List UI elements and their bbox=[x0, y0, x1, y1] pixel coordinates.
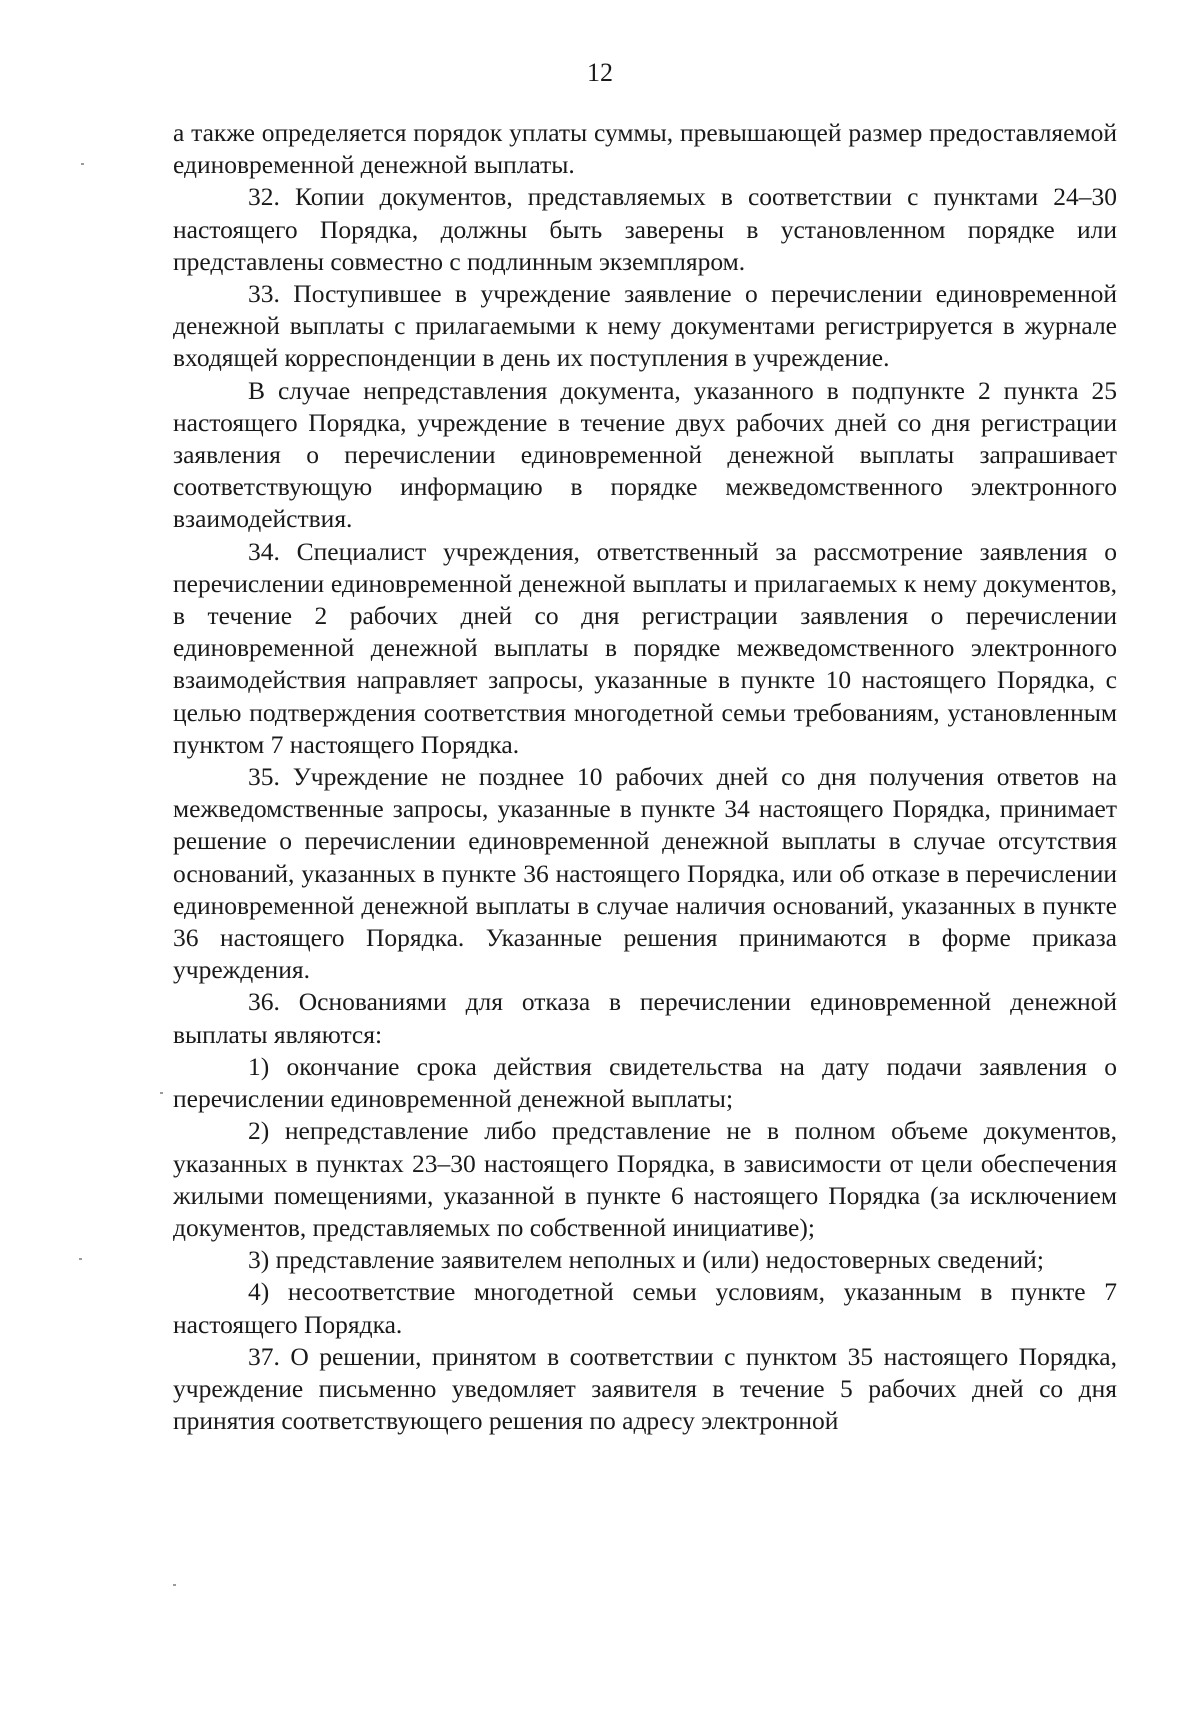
paragraph-35: 35. Учреждение не позднее 10 рабочих дней со дня получения ответов на межведомственные запросы, указанные в пункте 34 настоящего Порядка, принимает решение о перечислении единовременной денежной выплаты в случае отсутствия оснований, указанных в пункте 36 настоящего Порядка, или об отказе в перечислении единовременной денежной выплаты в случае наличия оснований, указанных в пункте 36 настоящего Порядка. Указанные решения принимаются в форме приказа учреждения. bbox=[173, 762, 1117, 985]
scan-speck bbox=[173, 1584, 176, 1586]
scan-speck bbox=[160, 1092, 163, 1094]
scan-speck bbox=[79, 1258, 82, 1260]
paragraph-32: 32. Копии документов, представляемых в соответствии с пунктами 24–30 настоящего Порядка, должны быть заверены в установленном порядке или представлены совместно с подлинным экземпляром. bbox=[173, 182, 1117, 276]
paragraph-continuation: а также определяется порядок уплаты суммы, превышающей размер предоставляемой единовременной денежной выплаты. bbox=[173, 118, 1117, 180]
paragraph-34: 34. Специалист учреждения, ответственный за рассмотрение заявления о перечислении единовременной денежной выплаты и прилагаемых к нему документов, в течение 2 рабочих дней со дня регистрации заявления о перечислении единовременной денежной выплаты в порядке межведомственного электронного взаимодействия направляет запросы, указанные в пункте 10 настоящего Порядка, с целью подтверждения соответствия многодетной семьи требованиям, установленным пунктом 7 настоящего Порядка. bbox=[173, 536, 1117, 759]
document-body bbox=[173, 117, 1117, 1437]
page-number: 12 bbox=[587, 58, 613, 87]
scan-speck bbox=[81, 163, 84, 165]
list-item-36-2: 2) непредставление либо представление не в полном объеме документов, указанных в пунктах 23–30 настоящего Порядка, в зависимости от цели обеспечения жилыми помещениями, указанной в пункте 6 настоящего Порядка (за исключением документов, представляемых по собственной инициативе); bbox=[173, 1116, 1117, 1242]
paragraph-33: 33. Поступившее в учреждение заявление о перечислении единовременной денежной выплаты с прилагаемыми к нему документами регистрируется в журнале входящей корреспонденции в день их поступления в учреждение. bbox=[173, 279, 1117, 373]
paragraph-33-continued: В случае непредставления документа, указанного в подпункте 2 пункта 25 настоящего Порядка, учреждение в течение двух рабочих дней со дня регистрации заявления о перечислении единовременной денежной выплаты запрашивает соответствующую информацию в порядке межведомственного электронного взаимодействия. bbox=[173, 375, 1117, 534]
paragraph-37: 37. О решении, принятом в соответствии с пунктом 35 настоящего Порядка, учреждение письменно уведомляет заявителя в течение 5 рабочих дней со дня принятия соответствующего решения по адресу электронной bbox=[173, 1341, 1117, 1436]
paragraph-36: 36. Основаниями для отказа в перечислении единовременной денежной выплаты являются: bbox=[173, 987, 1117, 1049]
list-item-36-3: 3) представление заявителем неполных и (или) недостоверных сведений; bbox=[248, 1245, 1044, 1275]
list-item-36-1: 1) окончание срока действия свидетельства на дату подачи заявления о перечислении единовременной денежной выплаты; bbox=[173, 1051, 1117, 1114]
list-item-36-4: 4) несоответствие многодетной семьи условиям, указанным в пункте 7 настоящего Порядка. bbox=[173, 1277, 1117, 1339]
